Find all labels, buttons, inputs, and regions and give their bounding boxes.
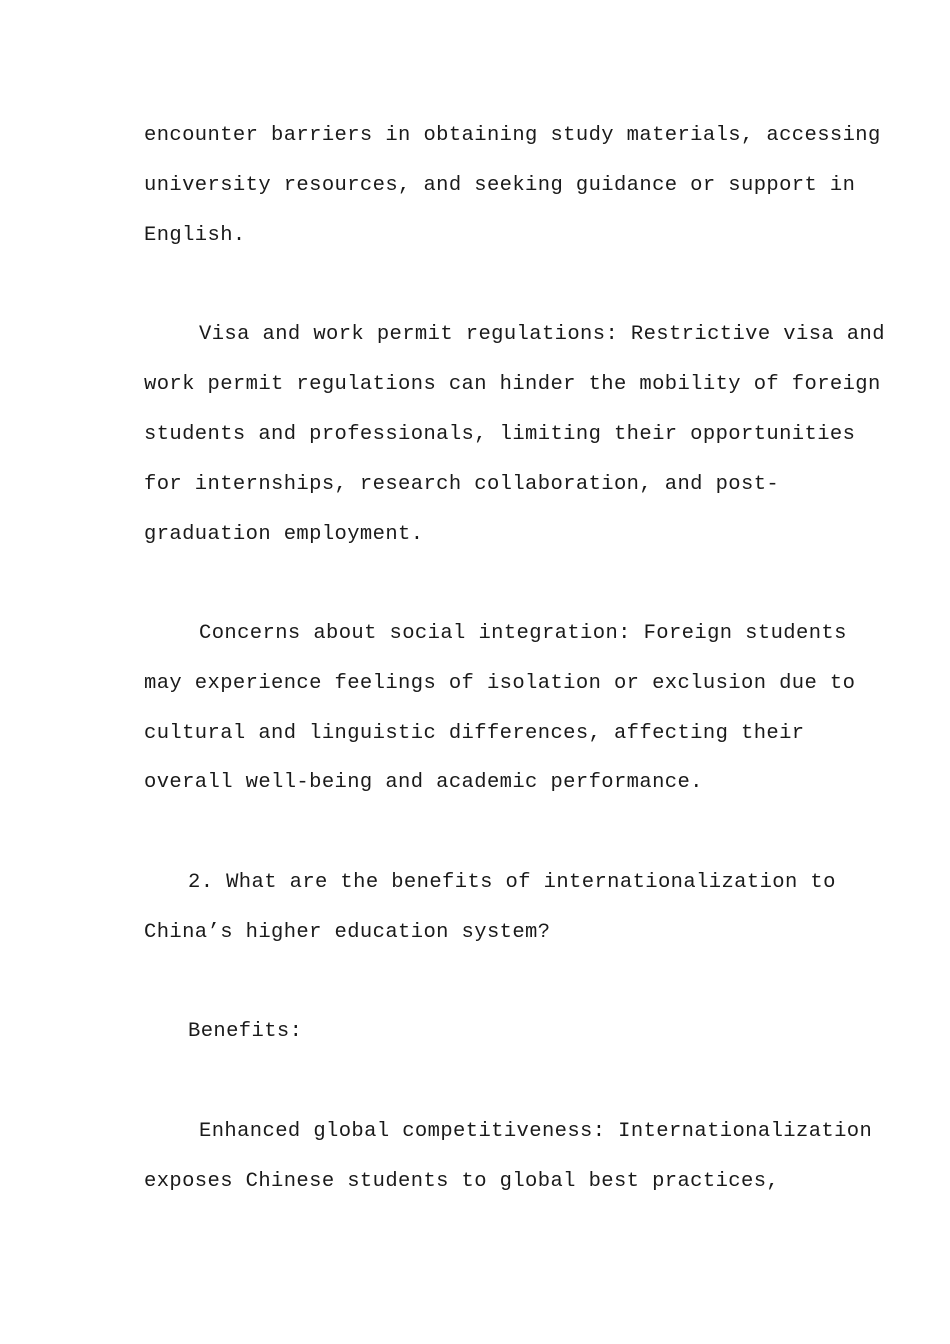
- text-line: cultural and linguistic differences, affecting their: [144, 722, 805, 745]
- text-line: Visa and work permit regulations: Restrictive visa and: [199, 323, 885, 346]
- text-line: encounter barriers in obtaining study materials, accessing: [144, 124, 881, 147]
- benefits-heading: Benefits:: [188, 1020, 303, 1043]
- text-line: graduation employment.: [144, 523, 424, 546]
- text-line: university resources, and seeking guidance or support in: [144, 174, 856, 197]
- text-line: English.: [144, 224, 246, 247]
- text-line: Concerns about social integration: Foreign students: [199, 622, 847, 645]
- text-line: for internships, research collaboration, and post-: [144, 473, 780, 496]
- text-line: China’s higher education system?: [144, 921, 551, 944]
- text-line: work permit regulations can hinder the mobility of foreign: [144, 373, 881, 396]
- text-line: may experience feelings of isolation or exclusion due to: [144, 672, 856, 695]
- text-line: exposes Chinese students to global best practices,: [144, 1170, 780, 1193]
- text-line: students and professionals, limiting their opportunities: [144, 423, 856, 446]
- text-line: overall well-being and academic performance.: [144, 771, 703, 794]
- text-line: 2. What are the benefits of internationalization to: [188, 871, 836, 894]
- text-line: Enhanced global competitiveness: Internationalization: [199, 1120, 873, 1143]
